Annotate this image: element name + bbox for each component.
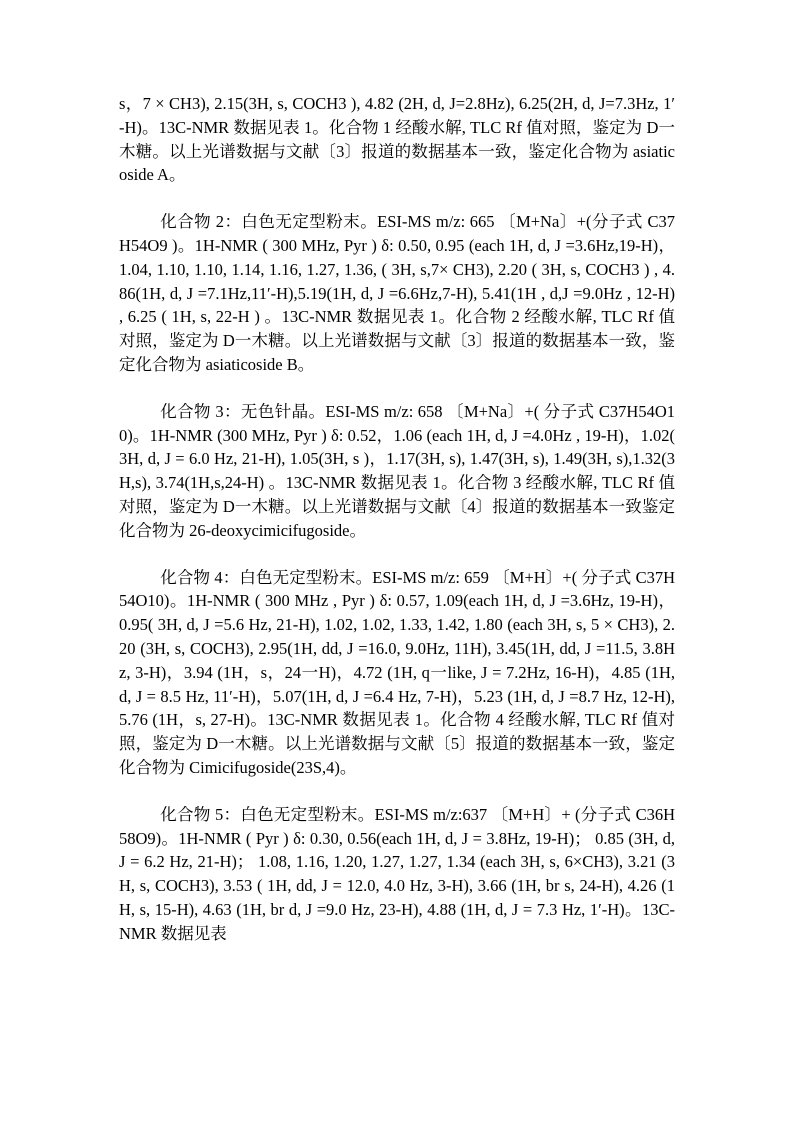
paragraph-compound-1-continued: s，7 × CH3), 2.15(3H, s, COCH3 ), 4.82 (2H, d, J=2.8Hz), 6.25(2H, d, J=7.3Hz, 1′-H)。13C-NMR 数据见表 1。化合物 1 经酸水解, TLC Rf 值对照，鉴定为 D一木糖。以上光谱数据与文献〔3〕报道的数据基本一致，鉴定化合物为 asiaticoside A。 [119, 94, 675, 185]
paragraph-compound-3: 化合物 3：无色针晶。ESI-MS m/z: 658 〔M+Na〕+( 分子式 C37H54O10)。1H-NMR (300 MHz, Pyr ) δ: 0.52，1.06 (each 1H, d, J =4.0Hz , 19-H)，1.02( 3H, d, J = 6.0 Hz, 21-H), 1.05(3H, s )，1.17(3H, s), 1.47(3H, s), 1.49(3H, s),1.32(3H,s), 3.74(1H,s,24-H) 。13C-NMR 数据见表 1。化合物 3 经酸水解, TLC Rf 值对照，鉴定为 D一木糖。以上光谱数据与文献〔4〕报道的数据基本一致鉴定化合物为 26-deoxycimicifugoside。 [119, 401, 675, 540]
paragraph-compound-4: 化合物 4：白色无定型粉末。ESI-MS m/z: 659 〔M+H〕+( 分子式 C37H54O10)。1H-NMR ( 300 MHz , Pyr ) δ: 0.57, 1.09(each 1H, d, J =3.6Hz, 19-H)，0.95( 3H, d, J =5.6 Hz, 21-H), 1.02, 1.02, 1.33, 1.42, 1.80 (each 3H, s, 5 × CH3), 2.20 (3H, s, COCH3), 2.95(1H, dd, J =16.0, 9.0Hz, 11H), 3.45(1H, dd, J =11.5, 3.8Hz, 3-H)，3.94 (1H，s，24一H)，4.72 (1H, q一like, J = 7.2Hz, 16-H)，4.85 (1H, d, J = 8.5 Hz, 11′-H)，5.07(1H, d, J =6.4 Hz, 7-H)，5.23 (1H, d, J =8.7 Hz, 12-H), 5.76 (1H，s, 27-H)。13C-NMR 数据见表 1。化合物 4 经酸水解, TLC Rf 值对照，鉴定为 D一木糖。以上光谱数据与文献〔5〕报道的数据基本一致，鉴定化合物为 Cimicifugoside(23S,4)。 [119, 567, 675, 777]
document-page [119, 92, 675, 946]
paragraph-compound-5: 化合物 5：白色无定型粉末。ESI-MS m/z:637 〔M+H〕+ (分子式 C36H58O9)。1H-NMR ( Pyr ) δ: 0.30, 0.56(each 1H, d, J = 3.8Hz, 19-H)； 0.85 (3H, d, J = 6.2 Hz, 21-H)； 1.08, 1.16, 1.20, 1.27, 1.27, 1.34 (each 3H, s, 6×CH3), 3.21 (3H, s, COCH3), 3.53 ( 1H, dd, J = 12.0, 4.0 Hz, 3-H), 3.66 (1H, br s, 24-H), 4.26 (1H, s, 15-H), 4.63 (1H, br d, J =9.0 Hz, 23-H), 4.88 (1H, d, J = 7.3 Hz, 1′-H)。13C-NMR 数据见表 [119, 804, 675, 943]
paragraph-compound-2: 化合物 2：白色无定型粉末。ESI-MS m/z: 665 〔M+Na〕+(分子式 C37H54O9 )。1H-NMR ( 300 MHz, Pyr ) δ: 0.50, 0.95 (each 1H, d, J =3.6Hz,19-H)， 1.04, 1.10, 1.10, 1.14, 1.16, 1.27, 1.36, ( 3H, s,7× CH3), 2.20 ( 3H, s, COCH3 ) , 4.86(1H, d, J =7.1Hz,11′-H),5.19(1H, d, J =6.6Hz,7-H), 5.41(1H , d,J =9.0Hz , 12-H) , 6.25 ( 1H, s, 22-H ) 。13C-NMR 数据见表 1。化合物 2 经酸水解, TLC Rf 值对照，鉴定为 D一木糖。以上光谱数据与文献〔3〕报道的数据基本一致，鉴定化合物为 asiaticoside B。 [119, 212, 675, 374]
